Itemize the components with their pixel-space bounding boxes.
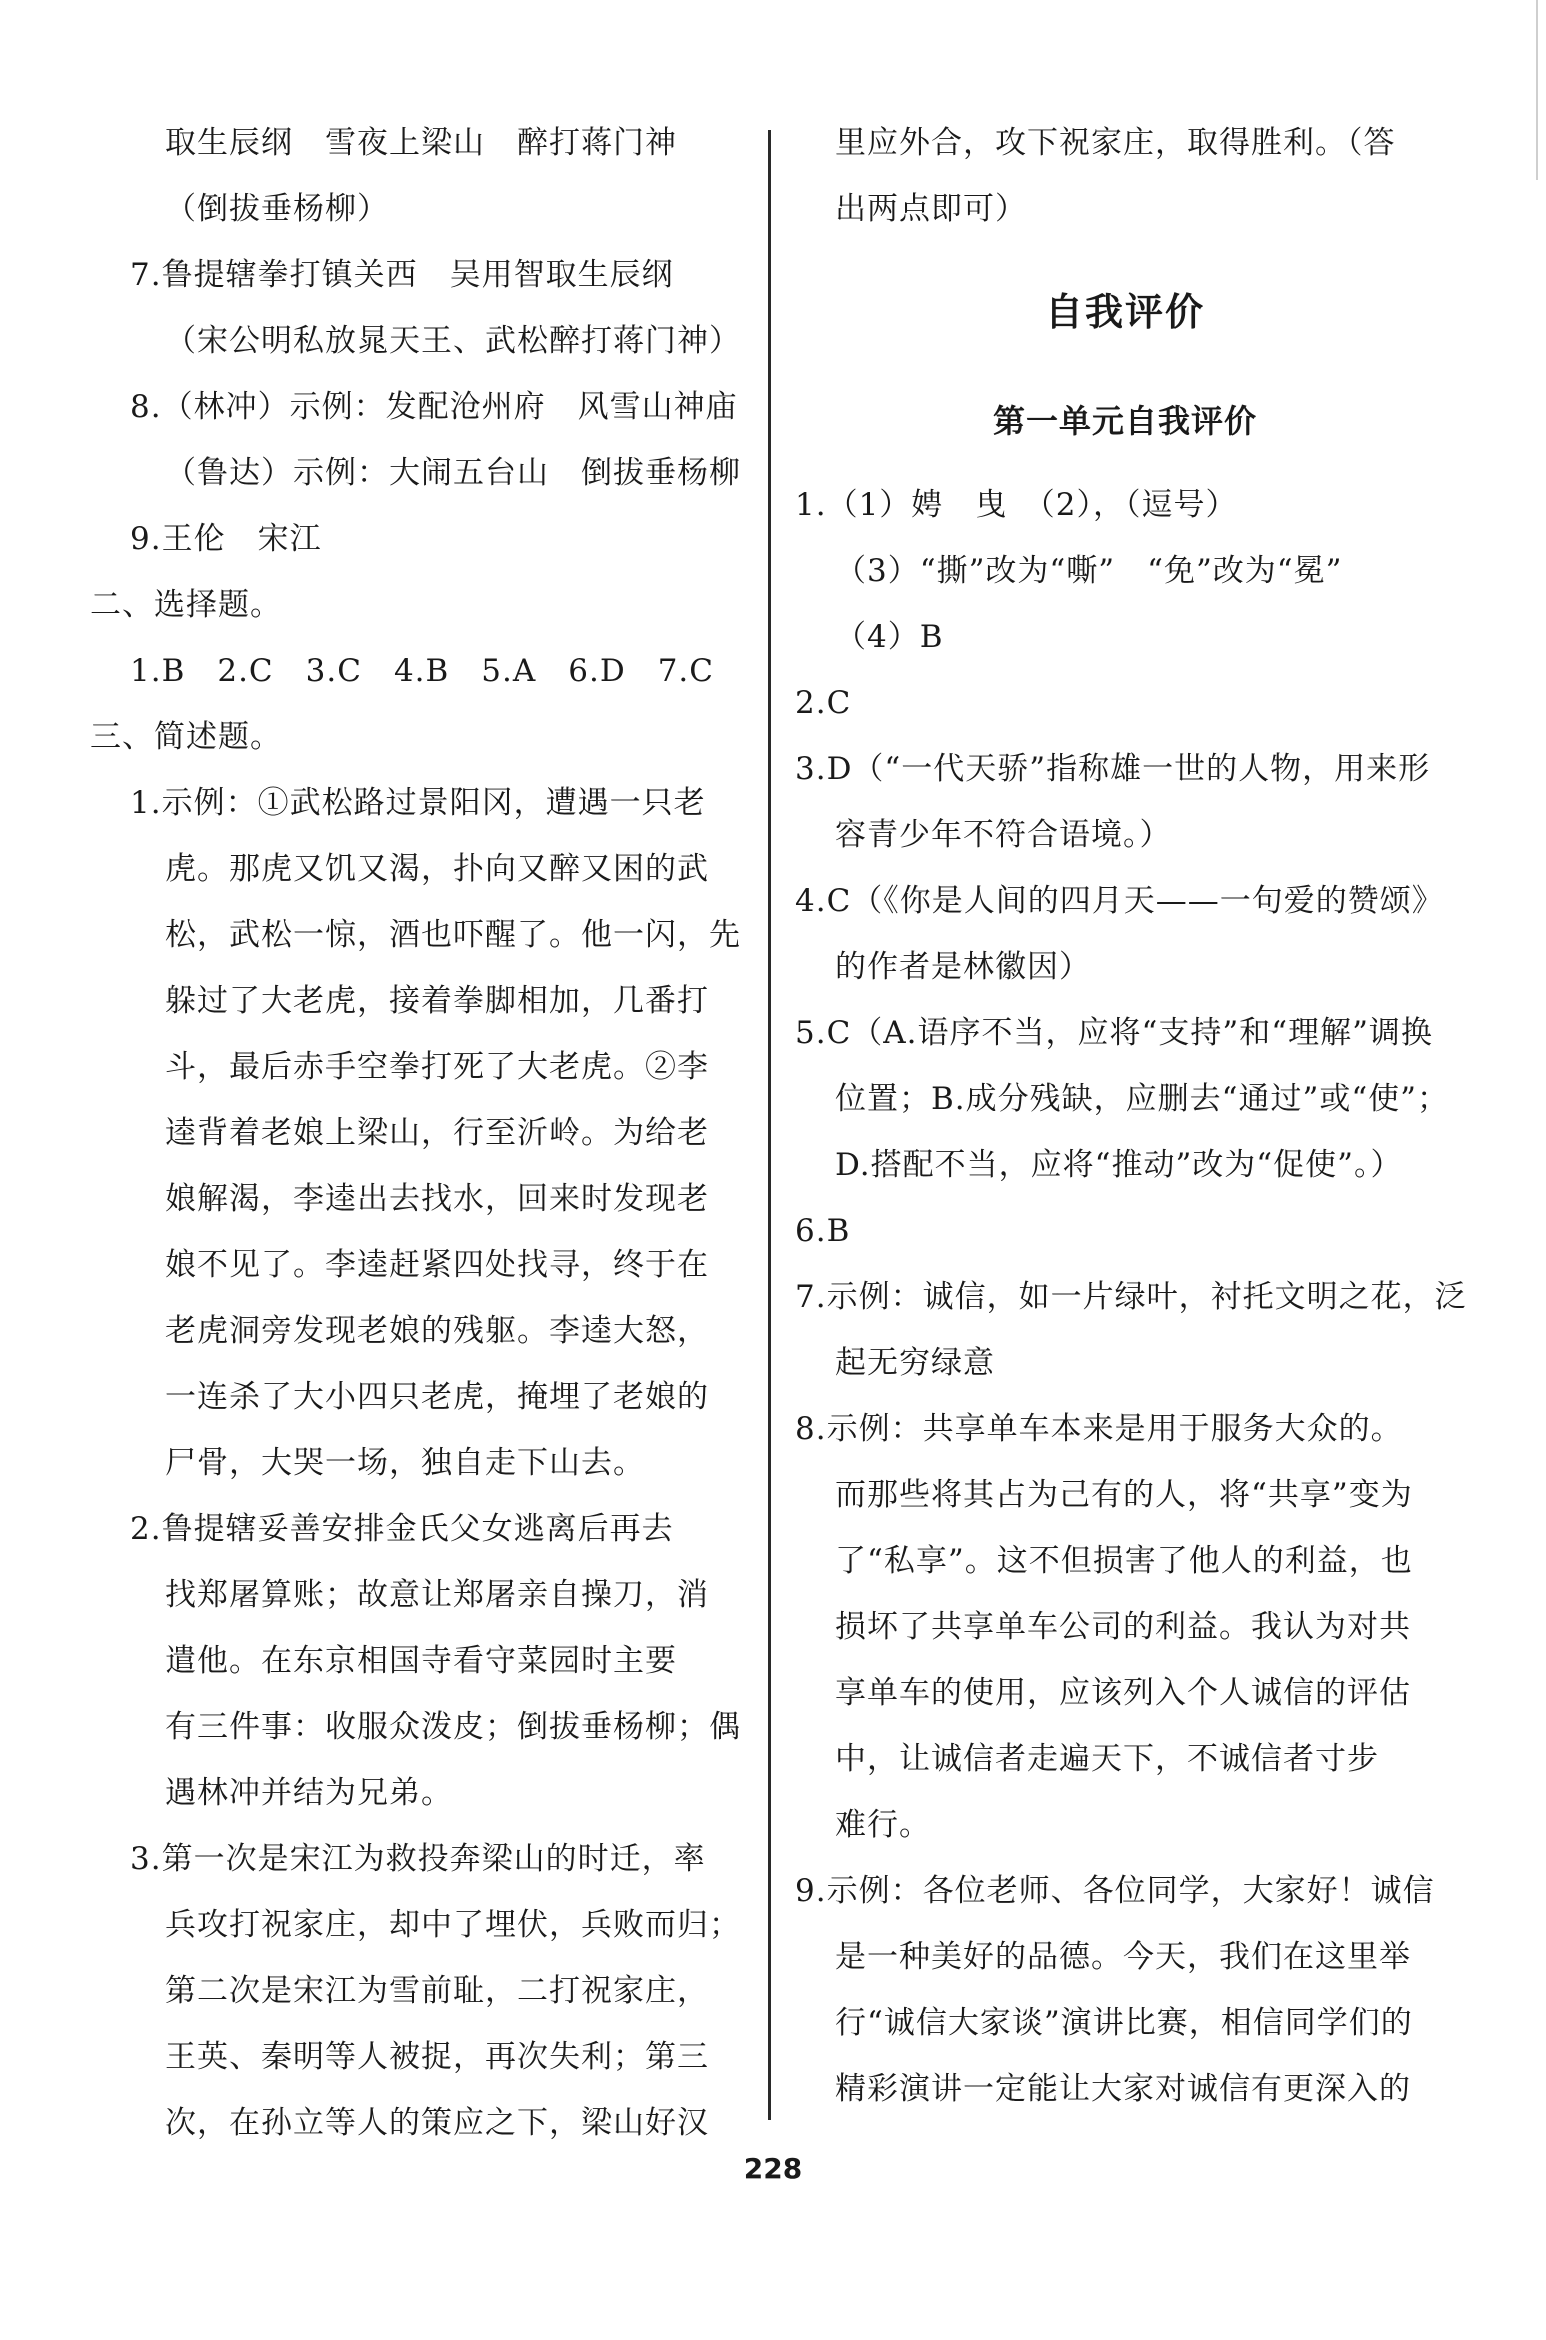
answer-line: 次，在孙立等人的策应之下，梁山好汉 — [165, 2105, 709, 2141]
answer-line: 出两点即可） — [835, 191, 1027, 227]
answer-line: 1.（1）娉 曳 （2），（逗号） — [795, 487, 1238, 523]
answer-line: 是一种美好的品德。今天，我们在这里举 — [835, 1939, 1411, 1975]
answer-line: 容青少年不符合语境。） — [835, 817, 1172, 853]
answer-line: 娘解渴，李逵出去找水，回来时发现老 — [165, 1181, 709, 1217]
unit-answers — [795, 472, 1467, 2122]
answer-line: 3.D（“一代天骄”指称雄一世的人物，用来形 — [795, 751, 1431, 787]
answer-line: （4）B — [835, 619, 944, 655]
answer-line: （宋公明私放晁天王、武松醉打蒋门神） — [165, 323, 741, 359]
answer-line: 6.B — [795, 1213, 851, 1249]
answer-line: 行“诚信大家谈”演讲比赛，相信同学们的 — [835, 2005, 1413, 2041]
answer-line: 7.示例：诚信，如一片绿叶，衬托文明之花，泛 — [795, 1279, 1467, 1315]
answer-line: （3）“撕”改为“嘶” “免”改为“冕” — [835, 553, 1343, 589]
answer-line: 位置；B.成分残缺，应删去“通过”或“使”； — [835, 1081, 1450, 1117]
answer-line: 8.（林冲）示例：发配沧州府 风雪山神庙 — [130, 389, 738, 425]
answer-line: 一连杀了大小四只老虎，掩埋了老娘的 — [165, 1379, 709, 1415]
answer-line: 4.C（《你是人间的四月天——一句爱的赞颂》 — [795, 883, 1444, 919]
answer-line: 虎。那虎又饥又渴，扑向又醉又困的武 — [165, 851, 709, 887]
answer-line: 中，让诚信者走遍天下，不诚信者寸步 — [835, 1741, 1379, 1777]
answer-line: 找郑屠算账；故意让郑屠亲自操刀，消 — [165, 1577, 709, 1613]
answer-line: 第二次是宋江为雪前耻，二打祝家庄， — [165, 1973, 709, 2009]
right-column-continuation — [795, 110, 1455, 242]
answer-line: 松，武松一惊，酒也吓醒了。他一闪，先 — [165, 917, 741, 953]
answer-line: 尸骨，大哭一场，独自走下山去。 — [165, 1445, 645, 1481]
answer-line: 斗，最后赤手空拳打死了大老虎。②李 — [165, 1049, 709, 1085]
answer-line: 1.示例：①武松路过景阳冈，遭遇一只老 — [130, 785, 706, 821]
answer-line: 而那些将其占为己有的人，将“共享”变为 — [835, 1477, 1413, 1513]
answer-line: 王英、秦明等人被捉，再次失利；第三 — [165, 2039, 709, 2075]
answer-line: 9.王伦 宋江 — [130, 521, 322, 557]
answer-line: 2.C — [795, 685, 852, 721]
answer-line: 精彩演讲一定能让大家对诚信有更深入的 — [835, 2071, 1411, 2107]
answer-line: 有三件事：收服众泼皮；倒拔垂杨柳；偶 — [165, 1709, 741, 1745]
answer-line: 了“私享”。这不但损害了他人的利益，也 — [835, 1543, 1413, 1579]
answer-line: 3.第一次是宋江为救投奔梁山的时迁，率 — [130, 1841, 706, 1877]
answer-line: 躲过了大老虎，接着拳脚相加，几番打 — [165, 983, 709, 1019]
section-title: 自我评价 — [1044, 290, 1205, 334]
answer-line: 7.鲁提辖拳打镇关西 吴用智取生辰纲 — [130, 257, 674, 293]
answer-line: 娘不见了。李逵赶紧四处找寻，终于在 — [165, 1247, 709, 1283]
column-divider — [768, 130, 771, 2120]
answer-line: 2.鲁提辖妥善安排金氏父女逃离后再去 — [130, 1511, 674, 1547]
answer-line: 逵背着老娘上梁山，行至沂岭。为给老 — [165, 1115, 709, 1151]
page-edge-line — [1536, 0, 1538, 180]
answer-line: 起无穷绿意 — [835, 1345, 995, 1381]
answer-line: 遣他。在东京相国寺看守菜园时主要 — [165, 1643, 677, 1679]
left-column — [90, 110, 750, 2156]
answer-line: 难行。 — [835, 1807, 931, 1843]
answer-line: D.搭配不当，应将“推动”改为“促使”。） — [835, 1147, 1403, 1183]
unit-title: 第一单元自我评价 — [992, 402, 1257, 440]
answer-line: 老虎洞旁发现老娘的残躯。李逵大怒， — [165, 1313, 709, 1349]
answer-line: 里应外合，攻下祝家庄，取得胜利。（答 — [835, 125, 1396, 161]
answer-line: 取生辰纲 雪夜上梁山 醉打蒋门神 — [165, 125, 677, 161]
answer-line: 二、选择题。 — [90, 587, 282, 623]
answer-line: 的作者是林徽因） — [835, 949, 1091, 985]
answer-line: 兵攻打祝家庄，却中了埋伏，兵败而归； — [165, 1907, 741, 1943]
answer-line: 享单车的使用，应该列入个人诚信的评估 — [835, 1675, 1411, 1711]
answer-line: （鲁达）示例：大闹五台山 倒拔垂杨柳 — [165, 455, 741, 491]
answer-line: （倒拔垂杨柳） — [165, 191, 389, 227]
answer-line: 8.示例：共享单车本来是用于服务大众的。 — [795, 1411, 1403, 1447]
answer-line: 1.B 2.C 3.C 4.B 5.A 6.D 7.C — [130, 653, 715, 689]
answer-line: 遇林冲并结为兄弟。 — [165, 1775, 453, 1811]
right-column — [795, 110, 1467, 2122]
answer-line: 三、简述题。 — [90, 719, 282, 755]
answer-line: 损坏了共享单车公司的利益。我认为对共 — [835, 1609, 1411, 1645]
page-number: 228 — [743, 2152, 803, 2185]
answer-line: 5.C（A.语序不当，应将“支持”和“理解”调换 — [795, 1015, 1433, 1051]
answer-line: 9.示例：各位老师、各位同学，大家好！诚信 — [795, 1873, 1435, 1909]
